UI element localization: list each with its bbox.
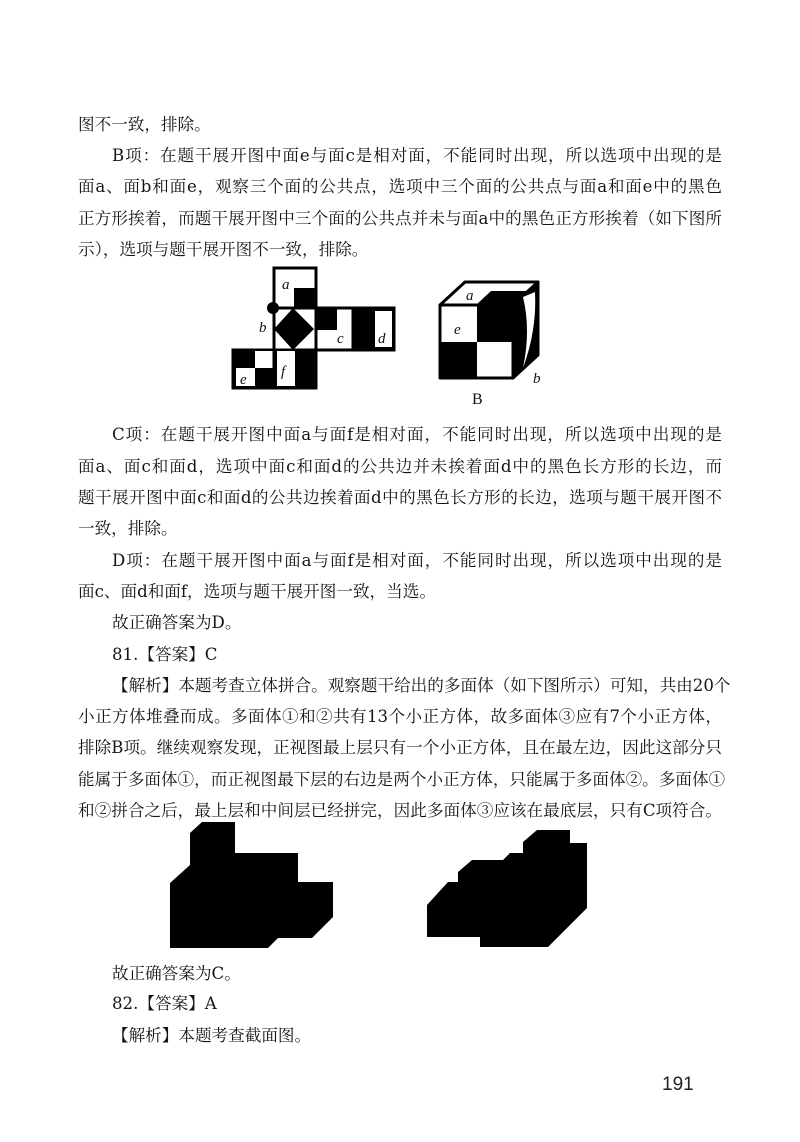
net-common-point-dot — [267, 302, 279, 314]
text-line: 图不一致，排除。 — [78, 115, 211, 134]
cube-label-b: b — [533, 371, 541, 387]
net-label-d: d — [378, 331, 386, 347]
text-line: 和②拼合之后，最上层和中间层已经拼完，因此多面体③应该在最底层，只有C项符合。 — [78, 801, 722, 820]
text-line: D项：在题干展开图中面a与面f是相对面，不能同时出现，所以选项中出现的是 — [112, 551, 722, 570]
text-line: B项：在题干展开图中面e与面c是相对面，不能同时出现，所以选项中出现的是 — [112, 146, 722, 165]
net-label-c: c — [337, 331, 344, 347]
cube-label-e: e — [454, 322, 461, 338]
polyhedron-left-silhouette — [170, 822, 333, 948]
cube-front-black-bottom-left — [440, 342, 477, 378]
text-line: C项：在题干展开图中面a与面f是相对面，不能同时出现，所以选项中出现的是 — [112, 425, 722, 444]
text-line: 面a、面c和面d，选项中面c和面d的公共边并未挨着面d中的黑色长方形的长边，而 — [78, 457, 722, 476]
text-line: 面a、面b和面e，观察三个面的公共点，选项中三个面的公共点与面a和面e中的黑色 — [78, 177, 722, 196]
text-line: 一致，排除。 — [78, 519, 178, 538]
text-line: 【解析】本题考查立体拼合。观察题干给出的多面体（如下图所示）可知，共由20个 — [112, 676, 731, 695]
text-line: 排除B项。继续观察发现，正视图最上层只有一个小正方体，且在最左边，因此这部分只 — [78, 738, 722, 757]
text-line: 能属于多面体①，而正视图最下层的右边是两个小正方体，只能属于多面体②。多面体① — [78, 770, 726, 789]
cube-label-a: a — [466, 288, 474, 304]
net-label-e: e — [240, 372, 247, 388]
text-line: 示），选项与题干展开图不一致，排除。 — [78, 240, 369, 259]
text-line: 故正确答案为C。 — [112, 964, 241, 983]
text-line: 小正方体堆叠而成。多面体①和②共有13个小正方体，故多面体③应有7个小正方体， — [78, 707, 722, 726]
net-label-b: b — [259, 320, 267, 336]
text-line: 正方形挨着，而题干展开图中三个面的公共点并未与面a中的黑色正方形挨着（如下图所 — [78, 209, 722, 228]
cube-caption: B — [472, 391, 483, 408]
net-label-a: a — [282, 277, 290, 293]
text-line: 题干展开图中面c和面d的公共边挨着面d中的黑色长方形的长边，选项与题干展开图不 — [78, 488, 722, 507]
cube-front-black-top-right — [477, 305, 513, 342]
polyhedron-right-silhouette — [427, 830, 587, 947]
text-line: 81.【答案】C — [112, 645, 218, 664]
text-line: 故正确答案为D。 — [112, 613, 242, 632]
page-number: 191 — [662, 1074, 694, 1095]
net-face-f-white — [277, 351, 295, 386]
text-line: 82.【答案】A — [112, 994, 217, 1013]
net-label-f: f — [281, 364, 286, 380]
cube-option-b-figure — [440, 282, 541, 408]
text-line: 面c、面d和面f，选项与题干展开图一致，当选。 — [78, 582, 436, 601]
cube-net-figure — [233, 268, 394, 388]
net-face-a-black-square — [294, 288, 316, 308]
text-line: 【解析】本题考查截面图。 — [112, 1026, 312, 1045]
net-face-c-black — [316, 308, 337, 330]
net-face-e-white-small — [255, 351, 273, 368]
